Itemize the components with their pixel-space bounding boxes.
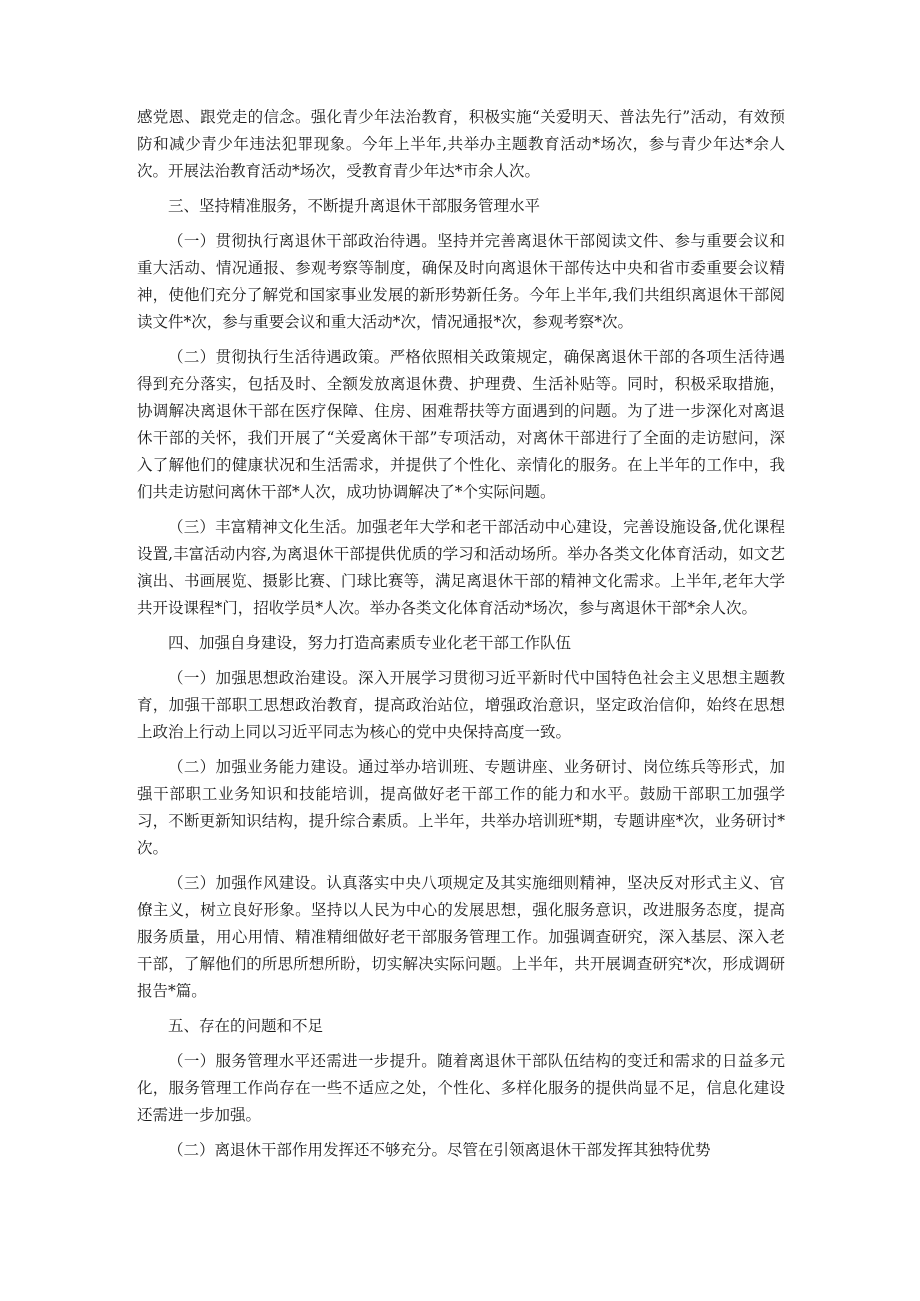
section-heading-5: 五、存在的问题和不足 bbox=[168, 1017, 324, 1035]
paragraph: （二）离退休干部作用发挥还不够充分。尽管在引领离退休干部发挥其独特优势 bbox=[168, 1141, 711, 1159]
paragraph: （三）加强作风建设。认真落实中央八项规定及其实施细则精神，坚决反对形式主义、官僚主义，树立良好形象。坚持以人民为中心的发展思想，强化服务意识，改进服务态度，提高服务质量，用心用情、精准精细做好老干部服务管理工作。加强调查研究，深入基层、深入老干部，了解他们的所思所想所盼，切实解决实际问题。上半年，共开展调查研究*次，形成调研报告*篇。 bbox=[137, 874, 785, 1000]
document-page bbox=[137, 104, 785, 1172]
paragraph: （一）贯彻执行离退休干部政治待遇。坚持并完善离退休干部阅读文件、参与重要会议和重大活动、情况通报、参观考察等制度，确保及时向离退休干部传达中央和省市委重要会议精神，使他们充分了解党和国家事业发展的新形势新任务。今年上半年,我们共组织离退休干部阅读文件*次，参与重要会议和重大活动*次，情况通报*次，参观考察*次。 bbox=[137, 232, 785, 331]
paragraph: （二）贯彻执行生活待遇政策。严格依照相关政策规定，确保离退休干部的各项生活待遇得到充分落实，包括及时、全额发放离退休费、护理费、生活补贴等。同时，积极采取措施，协调解决离退休干部在医疗保障、住房、困难帮扶等方面遇到的问题。为了进一步深化对离退休干部的关怀，我们开展了“关爱离休干部”专项活动，对离休干部进行了全面的走访慰问，深入了解他们的健康状况和生活需求，并提供了个性化、亲情化的服务。在上半年的工作中，我们共走访慰问离休干部*人次，成功协调解决了*个实际问题。 bbox=[137, 348, 785, 501]
paragraph-continued: 感党恩、跟党走的信念。强化青少年法治教育，积极实施“关爱明天、普法先行”活动，有效预防和减少青少年违法犯罪现象。今年上半年,共举办主题教育活动*场次，参与青少年达*余人次。开展法治教育活动*场次，受教育青少年达*市余人次。 bbox=[137, 108, 785, 180]
paragraph: （一）服务管理水平还需进一步提升。随着离退休干部队伍结构的变迁和需求的日益多元化，服务管理工作尚存在一些不适应之处，个性化、多样化服务的提供尚显不足，信息化建设还需进一步加强。 bbox=[137, 1052, 785, 1124]
section-heading-3: 三、坚持精准服务，不断提升离退休干部服务管理水平 bbox=[168, 197, 541, 215]
paragraph: （二）加强业务能力建设。通过举办培训班、专题讲座、业务研讨、岗位练兵等形式，加强干部职工业务知识和技能培训，提高做好老干部工作的能力和水平。鼓励干部职工加强学习，不断更新知识结构，提升综合素质。上半年，共举办培训班*期，专题讲座*次，业务研讨*次。 bbox=[137, 758, 785, 857]
paragraph: （一）加强思想政治建设。深入开展学习贯彻习近平新时代中国特色社会主义思想主题教育，加强干部职工思想政治教育，提高政治站位，增强政治意识，坚定政治信仰，始终在思想上政治上行动上同以习近平同志为核心的党中央保持高度一致。 bbox=[137, 669, 785, 741]
section-heading-4: 四、加强自身建设，努力打造高素质专业化老干部工作队伍 bbox=[168, 634, 572, 652]
paragraph: （三）丰富精神文化生活。加强老年大学和老干部活动中心建设，完善设施设备,优化课程设置,丰富活动内容,为离退休干部提供优质的学习和活动场所。举办各类文化体育活动，如文艺演出、书画展览、摄影比赛、门球比赛等，满足离退休干部的精神文化需求。上半年,老年大学共开设课程*门，招收学员*人次。举办各类文化体育活动*场次，参与离退休干部*余人次。 bbox=[137, 518, 785, 617]
